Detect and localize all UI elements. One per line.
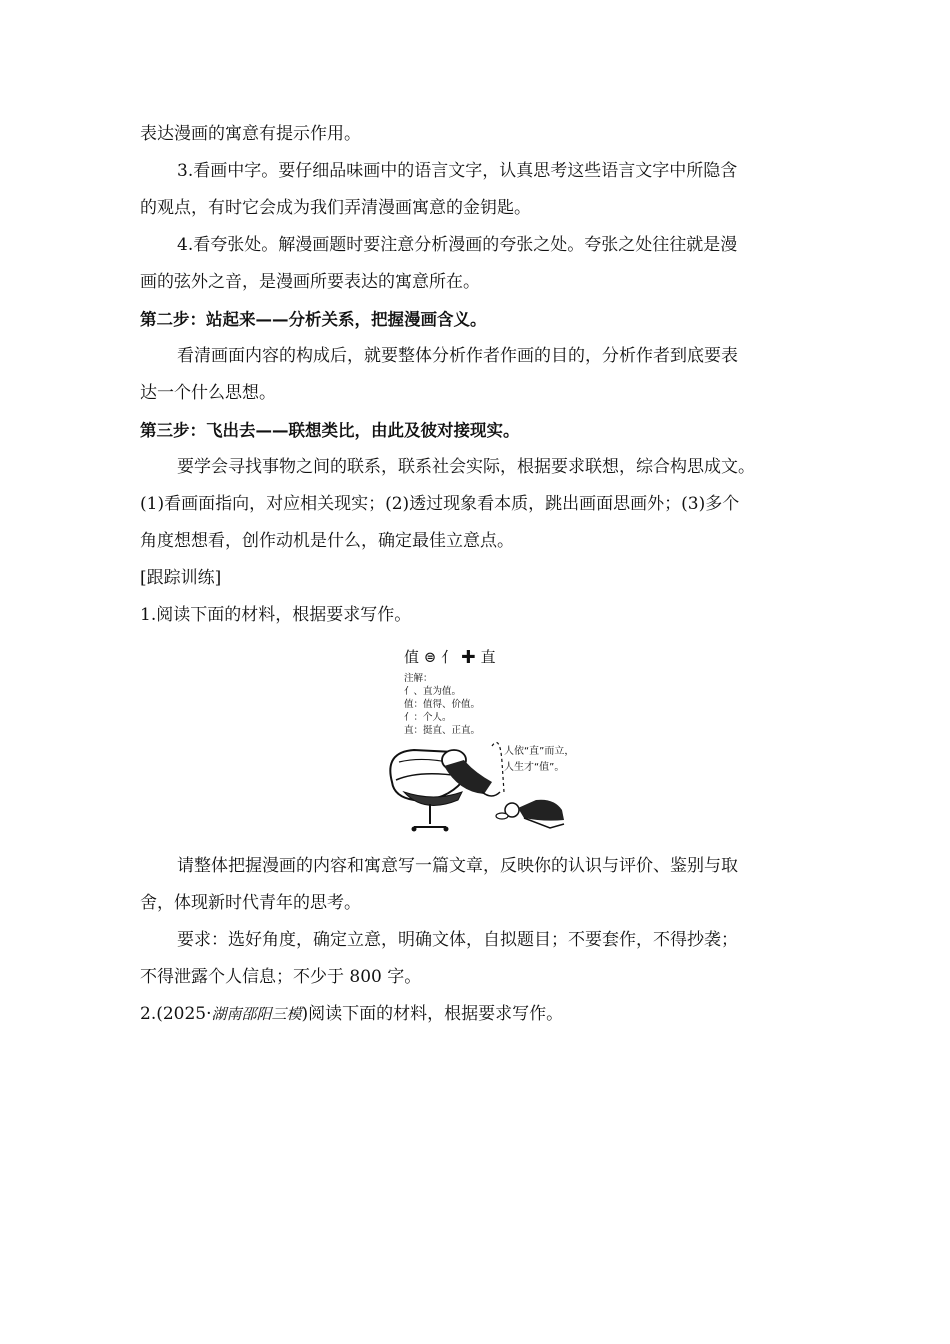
section-label: [跟踪训练]	[140, 568, 222, 588]
cartoon-caption: 人依“直”而立，	[504, 746, 575, 757]
paragraph-line: 达一个什么思想。	[140, 383, 276, 403]
paragraph-line: 表达漫画的寓意有提示作用。	[140, 124, 361, 144]
question-one: 1.阅读下面的材料，根据要求写作。	[140, 605, 412, 625]
step-two-heading: 第二步：站起来——分析关系，把握漫画含义。	[140, 310, 487, 329]
cartoon-note: 直：挺直、正直。	[404, 725, 481, 736]
paragraph-line: 要学会寻找事物之间的联系，联系社会实际，根据要求联想，综合构思成文。	[177, 457, 755, 477]
cartoon-figure	[140, 642, 820, 838]
paragraph-line: 的观点，有时它会成为我们弄清漫画寓意的金钥匙。	[140, 198, 531, 218]
question-two	[140, 996, 820, 1033]
paragraph-line: 请整体把握漫画的内容和寓意写一篇文章，反映你的认识与评价、鉴别与取	[177, 856, 738, 876]
paragraph-line: 4.看夸张处。解漫画题时要注意分析漫画的夸张之处。夸张之处往往就是漫	[177, 235, 738, 255]
paragraph-line: 看清画面内容的构成后，就要整体分析作者作画的目的，分析作者到底要表	[177, 346, 738, 366]
cartoon-note: 亻、直为值。	[404, 686, 462, 697]
paragraph-line: 不得泄露个人信息；不少于 800 字。	[140, 967, 422, 987]
paragraph-line: 3.看画中字。要仔细品味画中的语言文字，认真思考这些语言文字中所隐含	[177, 161, 738, 181]
question-two-prefix: 2.(2025·	[140, 1004, 212, 1024]
paragraph-line: 角度想想看，创作动机是什么，确定最佳立意点。	[140, 531, 514, 551]
cartoon-title: 值 ⊜ 亻 ✚ 直	[404, 648, 496, 666]
question-two-source: 湖南邵阳三模	[211, 1005, 302, 1023]
step-three-heading: 第三步：飞出去——联想类比，由此及彼对接现实。	[140, 421, 520, 440]
cartoon-note: 注解：	[404, 673, 433, 684]
document-page	[140, 116, 820, 1033]
cartoon-note: 亻：个人。	[404, 712, 452, 723]
paragraph-line: (1)看画面指向，对应相关现实；(2)透过现象看本质，跳出画面思画外；(3)多个	[140, 494, 740, 514]
paragraph-line: 画的弦外之音，是漫画所要表达的寓意所在。	[140, 272, 480, 292]
paragraph-line: 要求：选好角度，确定立意，明确文体，自拟题目；不要套作，不得抄袭；	[177, 930, 738, 950]
paragraph-line: 舍，体现新时代青年的思考。	[140, 893, 361, 913]
cartoon-note: 值：值得、价值。	[404, 699, 481, 710]
cartoon-caption: 人生才“值”。	[504, 762, 565, 773]
cartoon-image	[374, 642, 574, 838]
question-two-suffix: )阅读下面的材料，根据要求写作。	[301, 1004, 564, 1024]
